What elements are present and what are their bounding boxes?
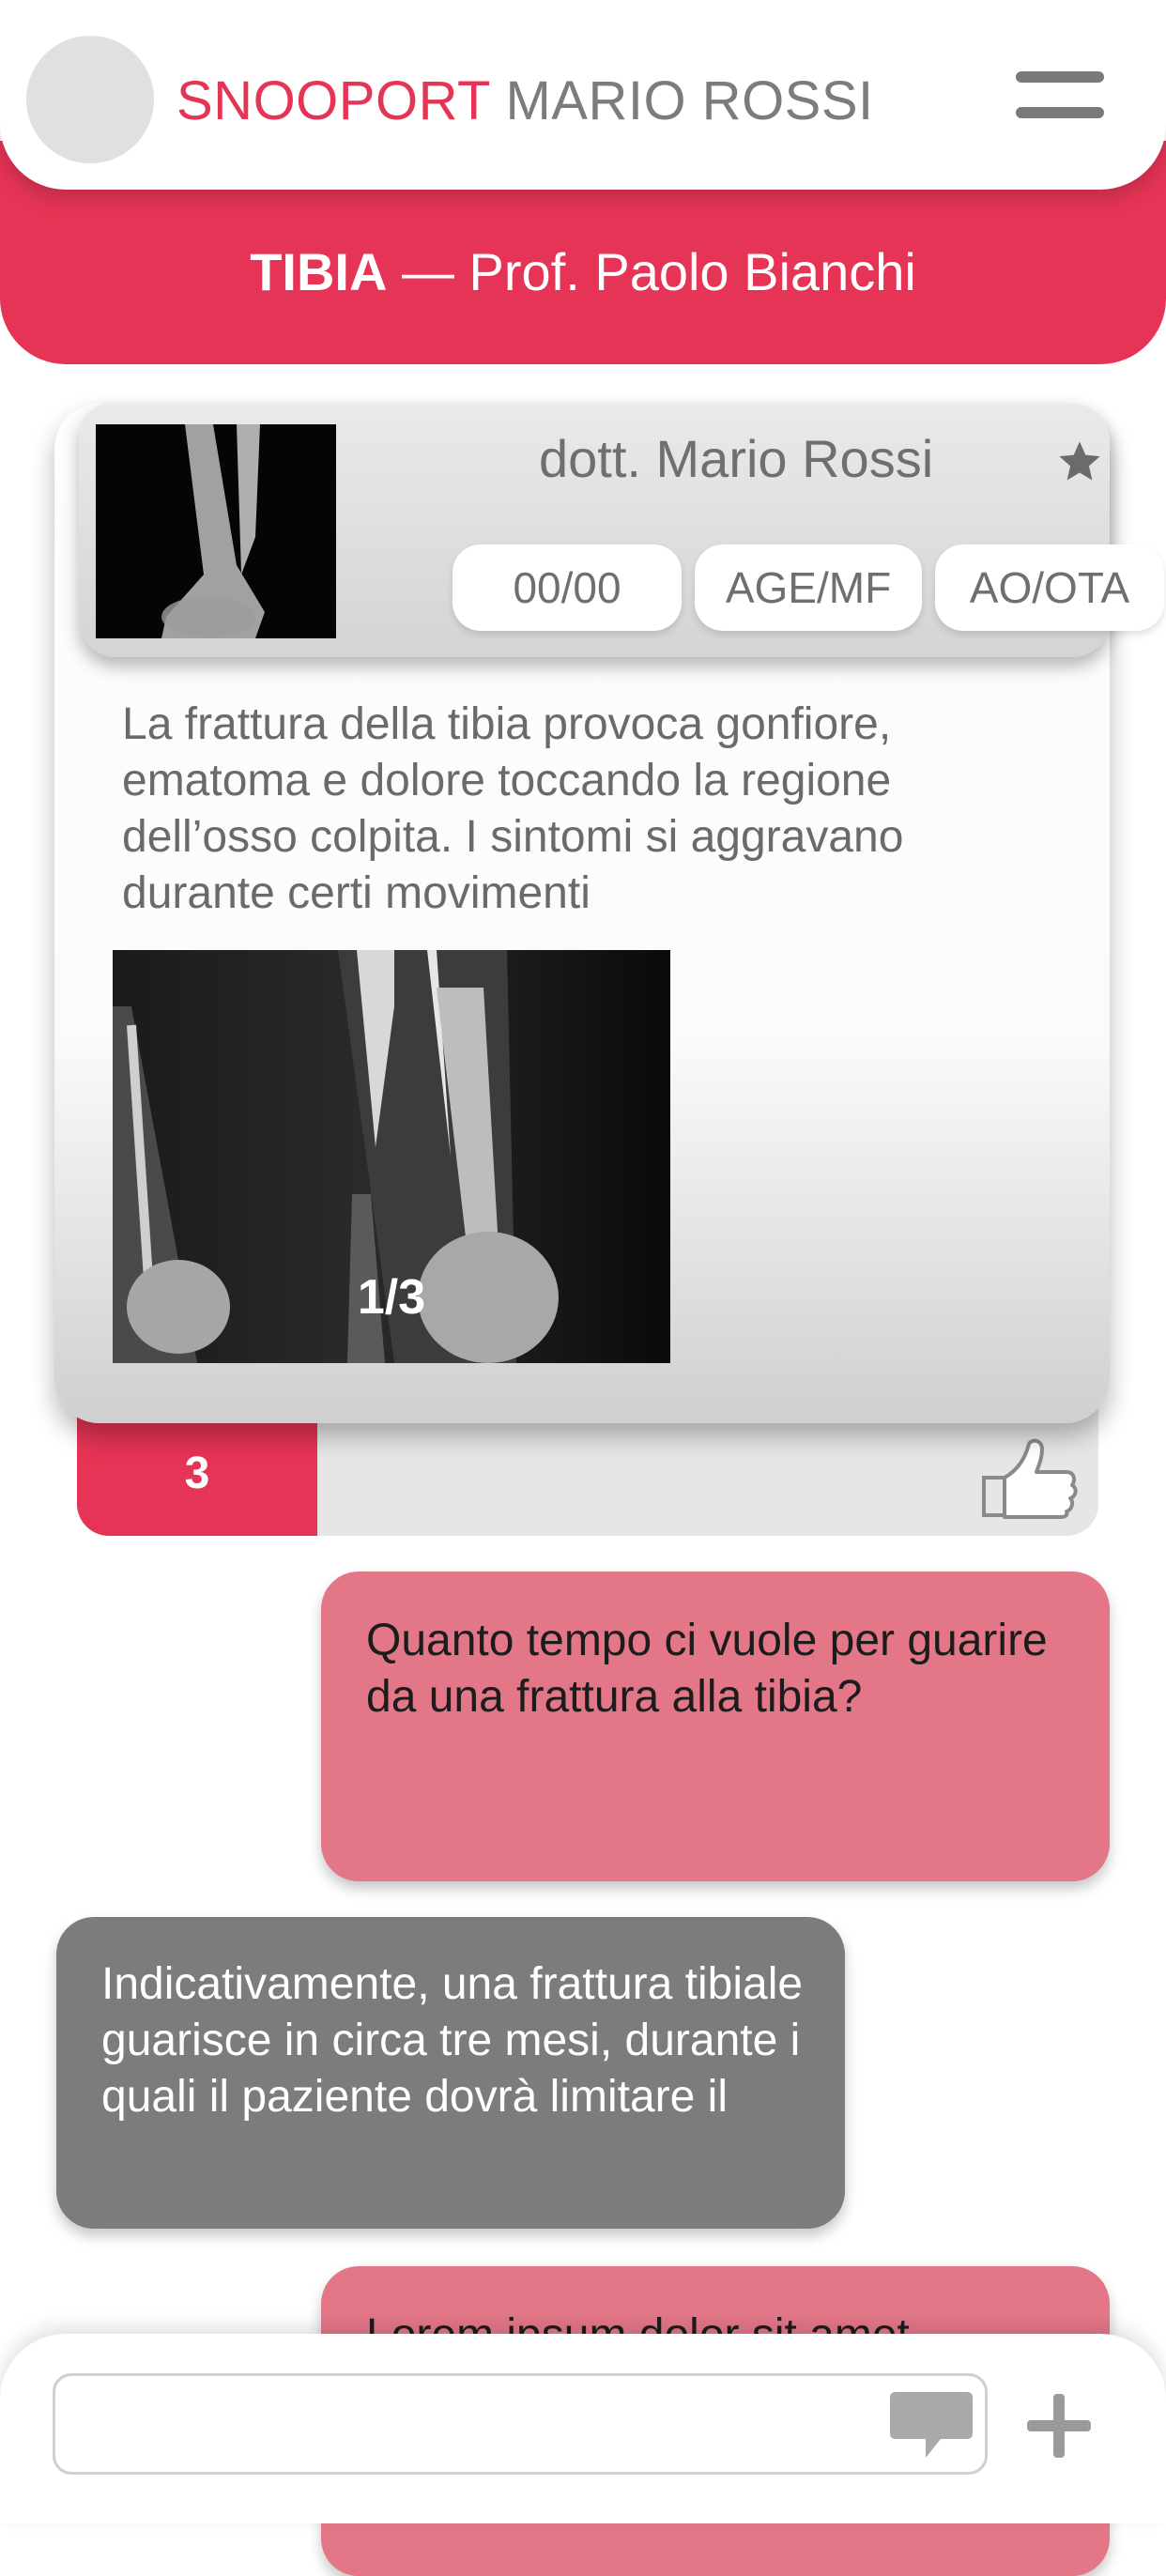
like-icon[interactable] — [980, 1436, 1078, 1519]
doctor-name: dott. Mario Rossi — [539, 429, 934, 488]
brand-title — [176, 70, 874, 131]
post-header — [79, 404, 1130, 657]
menu-icon[interactable] — [1016, 71, 1104, 118]
top-bar — [0, 0, 1166, 190]
brand-user-name: MARIO ROSSI — [505, 70, 874, 131]
star-icon[interactable] — [1055, 437, 1104, 486]
date-chip[interactable]: 00/00 — [453, 544, 682, 631]
image-counter: 1/3 — [357, 1270, 426, 1325]
topic-title — [0, 242, 1166, 302]
message-input[interactable] — [53, 2373, 988, 2475]
post-card — [54, 404, 1130, 1423]
comment-count-badge[interactable]: 3 — [77, 1404, 317, 1536]
age-sex-chip[interactable]: AGE/MF — [695, 544, 922, 631]
topic-professor: — Prof. Paolo Bianchi — [387, 242, 916, 301]
user-message: Quanto tempo ci vuole per guarire da una frattura alla tibia? — [321, 1572, 1110, 1881]
post-thumbnail[interactable] — [96, 424, 336, 638]
post-description: La frattura della tibia provoca gonfiore, ematoma e dolore toccando la regione dell’osso colpita. I sintomi si aggravano durante certi movimenti — [122, 699, 904, 918]
brand-logo: SNOOPORT — [176, 70, 490, 131]
avatar[interactable] — [26, 36, 154, 163]
plus-icon[interactable] — [1023, 2390, 1095, 2461]
topic-name: TIBIA — [250, 242, 388, 301]
xray-thumbnail-image — [96, 424, 336, 638]
chat-icon[interactable] — [888, 2388, 974, 2461]
xray-image[interactable] — [113, 950, 670, 1363]
classification-chip[interactable]: AO/OTA — [935, 544, 1164, 631]
expert-message: Indicativamente, una frattura tibiale guarisce in circa tre mesi, durante i quali il paziente dovrà limitare il — [56, 1917, 845, 2229]
